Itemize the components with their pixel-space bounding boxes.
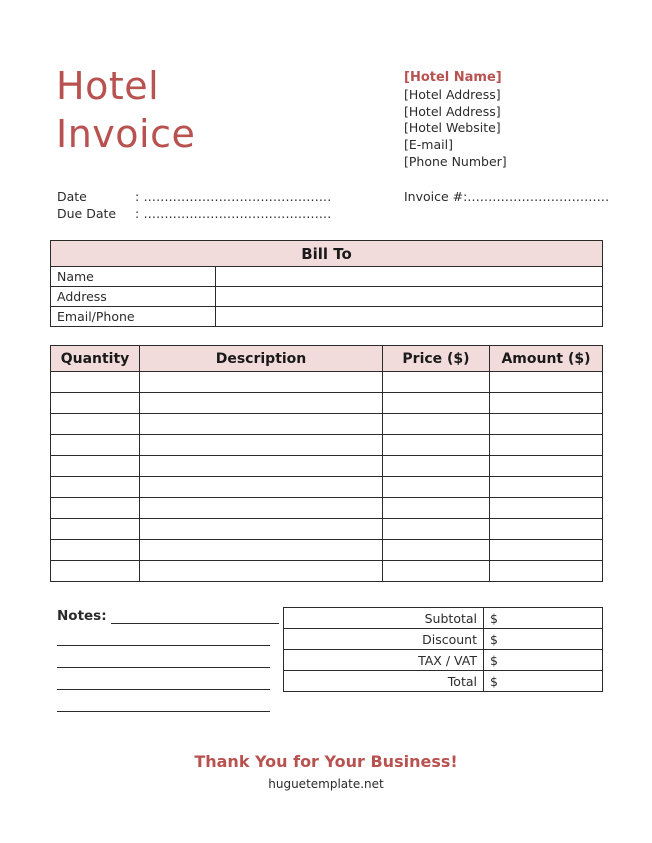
price-cell[interactable] <box>383 435 490 456</box>
quantity-cell[interactable] <box>51 393 140 414</box>
description-cell[interactable] <box>140 393 383 414</box>
table-row <box>284 629 603 650</box>
bill-to-email-phone-label: Email/Phone <box>51 307 216 327</box>
invoice-number-label: Invoice #: <box>404 189 468 204</box>
notes-label: Notes: <box>57 608 107 624</box>
discount-value[interactable]: $ <box>484 629 603 650</box>
invoice-title <box>56 62 195 158</box>
quantity-cell[interactable] <box>51 498 140 519</box>
description-cell[interactable] <box>140 372 383 393</box>
amount-cell[interactable] <box>490 498 603 519</box>
hotel-info-block <box>404 70 507 171</box>
notes-line[interactable] <box>57 690 270 712</box>
price-cell[interactable] <box>383 540 490 561</box>
date-line <box>57 188 331 205</box>
hotel-phone[interactable]: [Phone Number] <box>404 153 507 169</box>
table-row <box>51 540 603 561</box>
price-cell[interactable] <box>383 519 490 540</box>
hotel-address-1[interactable]: [Hotel Address] <box>404 86 501 102</box>
subtotal-value[interactable]: $ <box>484 608 603 629</box>
price-cell[interactable] <box>383 372 490 393</box>
price-cell[interactable] <box>383 561 490 582</box>
notes-line[interactable] <box>111 608 279 624</box>
description-cell[interactable] <box>140 477 383 498</box>
due-date-line <box>57 205 331 222</box>
discount-label: Discount <box>284 629 484 650</box>
table-row <box>51 561 603 582</box>
column-header-quantity: Quantity <box>51 346 140 372</box>
due-date-field[interactable]: : ............................................. <box>135 206 332 221</box>
notes-line[interactable] <box>57 624 270 646</box>
hotel-address-2[interactable]: [Hotel Address] <box>404 103 501 119</box>
tax-vat-label: TAX / VAT <box>284 650 484 671</box>
bill-to-email-phone-field[interactable] <box>216 307 603 327</box>
title-line-1: Hotel <box>56 64 160 108</box>
date-label: Date <box>57 189 87 204</box>
amount-cell[interactable] <box>490 561 603 582</box>
column-header-amount: Amount ($) <box>490 346 603 372</box>
notes-section <box>57 608 279 712</box>
description-cell[interactable] <box>140 540 383 561</box>
price-cell[interactable] <box>383 498 490 519</box>
quantity-cell[interactable] <box>51 561 140 582</box>
table-row <box>51 372 603 393</box>
hotel-email[interactable]: [E-mail] <box>404 137 453 153</box>
invoice-number-field[interactable]: .................................. <box>467 189 610 204</box>
total-value[interactable]: $ <box>484 671 603 692</box>
bill-to-address-label: Address <box>51 287 216 307</box>
amount-cell[interactable] <box>490 393 603 414</box>
footer-website[interactable]: huguetemplate.net <box>268 777 384 791</box>
description-cell[interactable] <box>140 561 383 582</box>
table-row <box>51 456 603 477</box>
tax-vat-value[interactable]: $ <box>484 650 603 671</box>
date-field[interactable]: : ............................................. <box>135 189 332 204</box>
table-row <box>51 519 603 540</box>
notes-line[interactable] <box>57 646 270 668</box>
title-line-2: Invoice <box>56 112 196 156</box>
price-cell[interactable] <box>383 393 490 414</box>
amount-cell[interactable] <box>490 435 603 456</box>
quantity-cell[interactable] <box>51 435 140 456</box>
hotel-name[interactable]: [Hotel Name] <box>404 70 502 85</box>
subtotal-label: Subtotal <box>284 608 484 629</box>
bill-to-name-field[interactable] <box>216 267 603 287</box>
quantity-cell[interactable] <box>51 540 140 561</box>
hotel-website[interactable]: [Hotel Website] <box>404 120 501 136</box>
amount-cell[interactable] <box>490 456 603 477</box>
column-header-description: Description <box>140 346 383 372</box>
price-cell[interactable] <box>383 456 490 477</box>
bill-to-address-field[interactable] <box>216 287 603 307</box>
table-row <box>51 287 603 307</box>
bill-to-table <box>50 240 603 327</box>
thank-you-message: Thank You for Your Business! <box>194 752 458 771</box>
amount-cell[interactable] <box>490 519 603 540</box>
quantity-cell[interactable] <box>51 414 140 435</box>
notes-line[interactable] <box>57 668 270 690</box>
column-header-price: Price ($) <box>383 346 490 372</box>
table-row <box>284 608 603 629</box>
table-row <box>284 650 603 671</box>
description-cell[interactable] <box>140 498 383 519</box>
table-row <box>51 435 603 456</box>
quantity-cell[interactable] <box>51 372 140 393</box>
table-row <box>51 414 603 435</box>
table-row <box>51 307 603 327</box>
price-cell[interactable] <box>383 477 490 498</box>
description-cell[interactable] <box>140 519 383 540</box>
amount-cell[interactable] <box>490 414 603 435</box>
amount-cell[interactable] <box>490 372 603 393</box>
table-row <box>51 477 603 498</box>
totals-table <box>283 607 603 692</box>
price-cell[interactable] <box>383 414 490 435</box>
table-row <box>51 393 603 414</box>
due-date-label: Due Date <box>57 206 117 221</box>
description-cell[interactable] <box>140 414 383 435</box>
amount-cell[interactable] <box>490 540 603 561</box>
bill-to-name-label: Name <box>51 267 216 287</box>
table-row <box>284 671 603 692</box>
quantity-cell[interactable] <box>51 519 140 540</box>
description-cell[interactable] <box>140 435 383 456</box>
table-row <box>51 498 603 519</box>
description-cell[interactable] <box>140 456 383 477</box>
items-table <box>50 345 603 582</box>
table-row <box>51 267 603 287</box>
quantity-cell[interactable] <box>51 477 140 498</box>
invoice-number-line <box>404 188 609 205</box>
quantity-cell[interactable] <box>51 456 140 477</box>
bill-to-heading: Bill To <box>51 241 603 267</box>
amount-cell[interactable] <box>490 477 603 498</box>
total-label: Total <box>284 671 484 692</box>
